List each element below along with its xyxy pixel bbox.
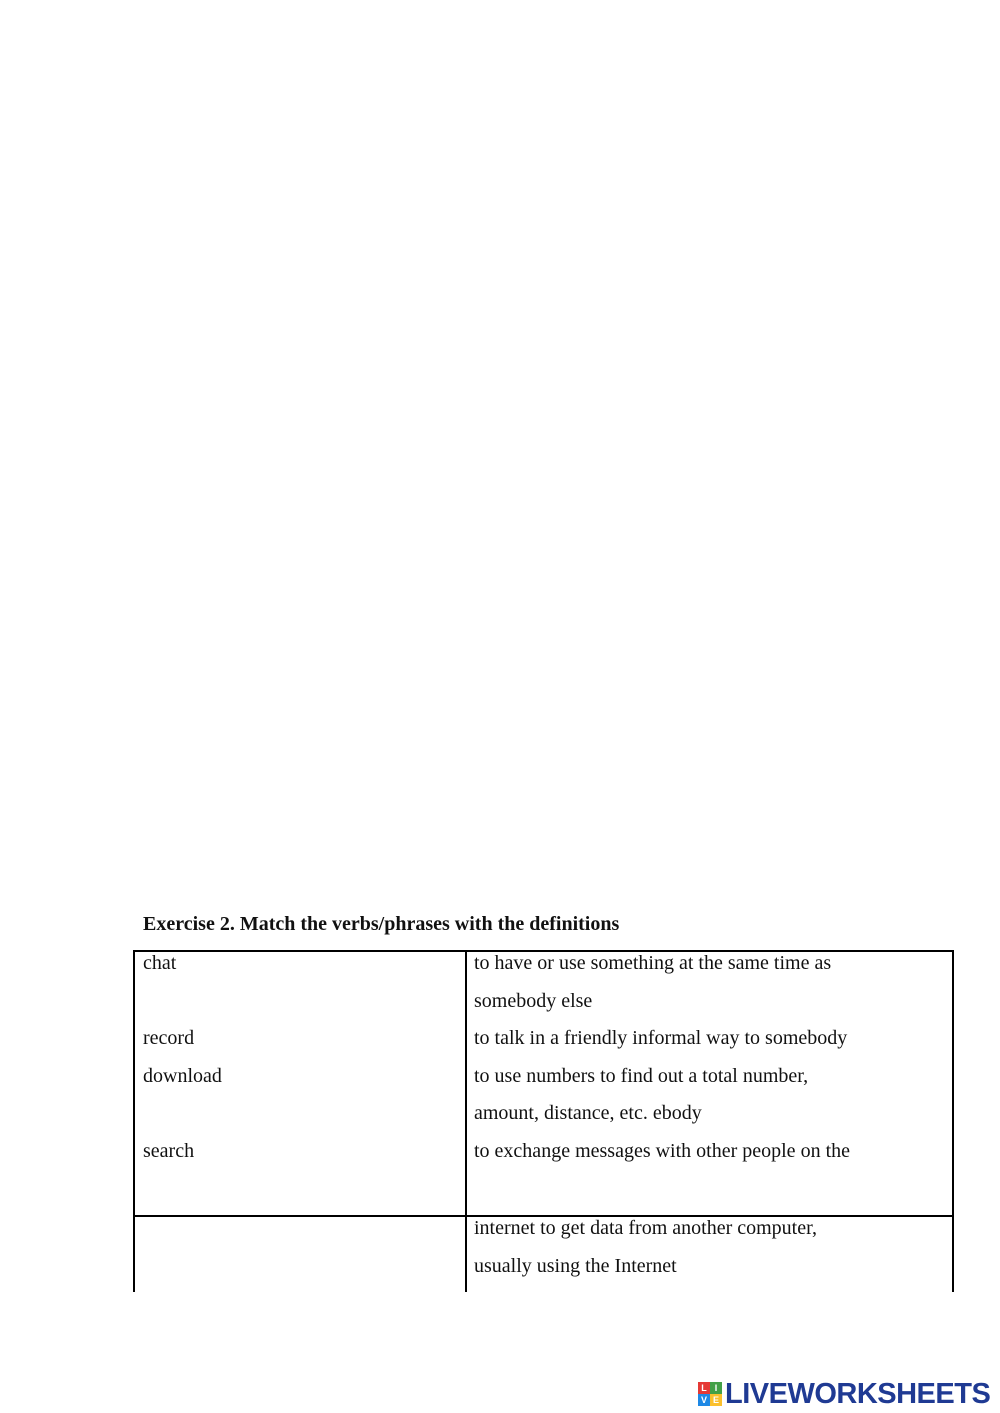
logo-mark-letter: E: [710, 1394, 722, 1406]
logo-text: LIVEWORKSHEETS: [725, 1378, 991, 1410]
table-column-divider: [465, 950, 467, 1292]
word-search: search: [143, 1140, 195, 1162]
logo-mark-icon: [698, 1382, 722, 1406]
definition-line: to exchange messages with other people on the: [474, 1140, 850, 1162]
definition-line: usually using the Internet: [474, 1255, 677, 1277]
definition-line: to talk in a friendly informal way to somebody: [474, 1027, 848, 1049]
definition-line: internet to get data from another computer,: [474, 1217, 817, 1239]
logo-mark-letter: L: [698, 1382, 710, 1394]
definition-line: to use numbers to find out a total number,: [474, 1065, 809, 1087]
definition-line: somebody else: [474, 990, 593, 1012]
definition-line: amount, distance, etc. ebody: [474, 1102, 702, 1124]
table-border-left: [133, 950, 135, 1292]
liveworksheets-logo: [698, 1379, 990, 1409]
matching-table: [133, 950, 954, 1292]
word-download: download: [143, 1065, 222, 1087]
word-chat: chat: [143, 952, 177, 974]
logo-mark-letter: V: [698, 1394, 710, 1406]
exercise-heading: Exercise 2. Match the verbs/phrases with the definitions: [143, 913, 620, 935]
word-record: record: [143, 1027, 195, 1049]
table-border-right: [952, 950, 954, 1292]
definition-line: to have or use something at the same time as: [474, 952, 832, 974]
logo-mark-letter: I: [710, 1382, 722, 1394]
